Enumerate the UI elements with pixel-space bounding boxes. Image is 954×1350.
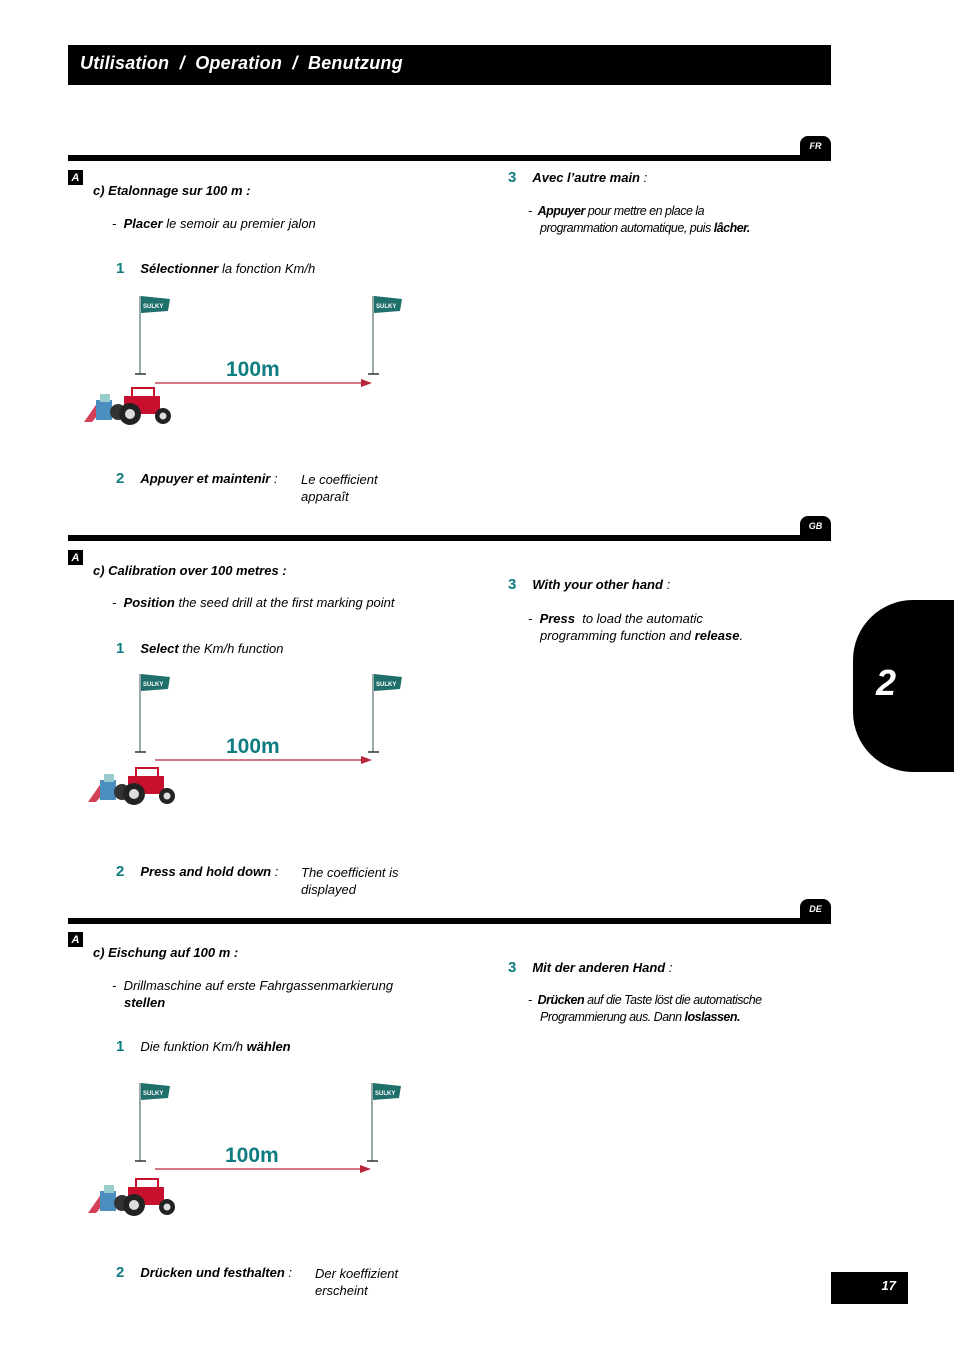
step-bold: Sélectionner: [140, 261, 219, 276]
section-rule-fr: [68, 155, 831, 161]
detail-text: .: [739, 628, 744, 643]
detail-bold: loslassen.: [684, 1010, 740, 1024]
step3-detail-fr: - Appuyer pour mettre en place la programmation automatique, puis lâcher.: [528, 204, 750, 235]
header-title: Utilisation / Operation / Benutzung: [80, 53, 403, 73]
result-line: The coefficient is: [301, 865, 399, 880]
prep-step-fr: - Placer le semoir au premier jalon: [112, 216, 316, 231]
step-colon: :: [284, 1265, 293, 1280]
svg-text:SULKY: SULKY: [143, 682, 164, 688]
step-bold: With your other hand: [532, 577, 663, 592]
tractor-seeder: [88, 768, 175, 805]
step-colon: :: [271, 864, 279, 879]
step-colon: :: [270, 471, 278, 486]
detail-text: Programmierung aus. Dann: [540, 1010, 685, 1024]
step-number: 2: [116, 863, 125, 880]
step-number: 1: [116, 260, 125, 277]
start-flag: [135, 1083, 170, 1161]
step3-gb: [508, 576, 670, 593]
step2-result-de: [315, 1265, 398, 1299]
step-bold: Select: [140, 641, 179, 656]
step1-de: [116, 1038, 291, 1055]
step-number: 1: [116, 1038, 125, 1055]
calibration-figure-fr: [80, 290, 420, 430]
tractor-seeder: [84, 388, 171, 425]
figure-badge-gb: A: [68, 550, 83, 565]
prep-rest: the seed drill at the first marking point: [174, 595, 395, 610]
step-rest: Die funktion Km/h: [140, 1039, 247, 1054]
step-number: 2: [116, 1264, 125, 1281]
prep-step-de: - Drillmaschine auf erste Fahrgassenmarkierung stellen: [112, 978, 394, 1010]
section-heading-de: c) Eischung auf 100 m :: [93, 945, 239, 960]
end-flag: [367, 1083, 401, 1161]
svg-text:SULKY: SULKY: [376, 682, 397, 688]
chapter-tab: [853, 600, 954, 772]
step-bold: Press and hold down: [140, 864, 272, 879]
distance-label: 100m: [225, 1144, 279, 1167]
step-number: 3: [508, 959, 517, 976]
calibration-figure-gb: [80, 668, 420, 813]
prep-rest: le semoir au premier jalon: [162, 216, 316, 231]
step1-gb: [116, 640, 283, 657]
step2-result-gb: [301, 864, 399, 898]
step-number: 1: [116, 640, 125, 657]
step1-fr: [116, 260, 315, 277]
start-flag: [135, 674, 170, 752]
prep-step-gb: - Position the seed drill at the first marking point: [112, 595, 395, 610]
step-number: 2: [116, 470, 125, 487]
detail-text: to load the automatic: [574, 611, 703, 626]
step-number: 3: [508, 169, 517, 186]
distance-label: 100m: [226, 358, 280, 381]
detail-text: auf die Taste löst die automatische: [584, 993, 762, 1007]
result-line: Der koeffizient: [315, 1266, 399, 1281]
step3-de: [508, 959, 673, 976]
end-flag: [368, 296, 402, 374]
step-rest: la fonction Km/h: [218, 261, 316, 276]
detail-bold: release: [694, 628, 740, 643]
result-line: Le coefficient: [301, 472, 378, 487]
detail-bold: Drücken: [537, 993, 585, 1007]
figure-badge-fr: A: [68, 170, 83, 185]
step-bold: Avec l’autre main: [532, 170, 640, 185]
tractor-seeder: [88, 1179, 175, 1216]
section-heading-gb: c) Calibration over 100 metres :: [93, 563, 287, 578]
prep-bold: stellen: [124, 995, 166, 1010]
detail-text: programming function and: [540, 628, 695, 643]
page-number: 17: [831, 1272, 908, 1304]
svg-text:SULKY: SULKY: [143, 1091, 164, 1097]
detail-text: programmation automatique, puis: [540, 221, 714, 235]
detail-bold: Press: [539, 611, 575, 626]
chapter-number: 2: [876, 662, 897, 703]
step-colon: :: [640, 170, 648, 185]
lang-tab-gb: GB: [800, 516, 831, 536]
section-rule-gb: [68, 535, 831, 541]
result-line: displayed: [301, 882, 356, 897]
result-line: erscheint: [315, 1283, 368, 1298]
prep-text: Drillmaschine auf erste Fahrgassenmarkierung: [123, 978, 394, 993]
step-number: 3: [508, 576, 517, 593]
end-flag: [368, 674, 402, 752]
detail-bold: lâcher.: [713, 221, 750, 235]
section-heading-fr: c) Etalonnage sur 100 m :: [93, 183, 251, 198]
step3-fr: [508, 169, 647, 186]
figure-badge-de: A: [68, 932, 83, 947]
result-line: apparaît: [301, 489, 349, 504]
detail-bold: Appuyer: [537, 204, 585, 218]
lang-tab-fr: FR: [800, 136, 831, 156]
step2-result-fr: [301, 471, 378, 505]
prep-bold: Position: [123, 595, 175, 610]
step-rest: the Km/h function: [178, 641, 284, 656]
step3-detail-gb: - Press to load the automatic programming function and release.: [528, 611, 744, 643]
step2-fr: [116, 470, 278, 487]
step-bold: wählen: [246, 1039, 291, 1054]
svg-text:SULKY: SULKY: [375, 1091, 396, 1097]
step-bold: Drücken und festhalten: [140, 1265, 285, 1280]
svg-text:SULKY: SULKY: [376, 304, 397, 310]
calibration-figure-de: [80, 1077, 420, 1222]
prep-bold: Placer: [123, 216, 163, 231]
section-rule-de: [68, 918, 831, 924]
step3-detail-de: - Drücken auf die Taste löst die automatische Programmierung aus. Dann loslassen.: [528, 993, 762, 1024]
step2-de: [116, 1264, 292, 1281]
step-colon: :: [665, 960, 673, 975]
detail-text: pour mettre en place la: [584, 204, 705, 218]
step-bold: Mit der anderen Hand: [532, 960, 666, 975]
step-bold: Appuyer et maintenir: [140, 471, 271, 486]
distance-label: 100m: [226, 735, 280, 758]
step-colon: :: [662, 577, 671, 592]
start-flag: [135, 296, 170, 374]
lang-tab-de: DE: [800, 899, 831, 919]
svg-text:SULKY: SULKY: [143, 304, 164, 310]
step2-gb: [116, 863, 278, 880]
